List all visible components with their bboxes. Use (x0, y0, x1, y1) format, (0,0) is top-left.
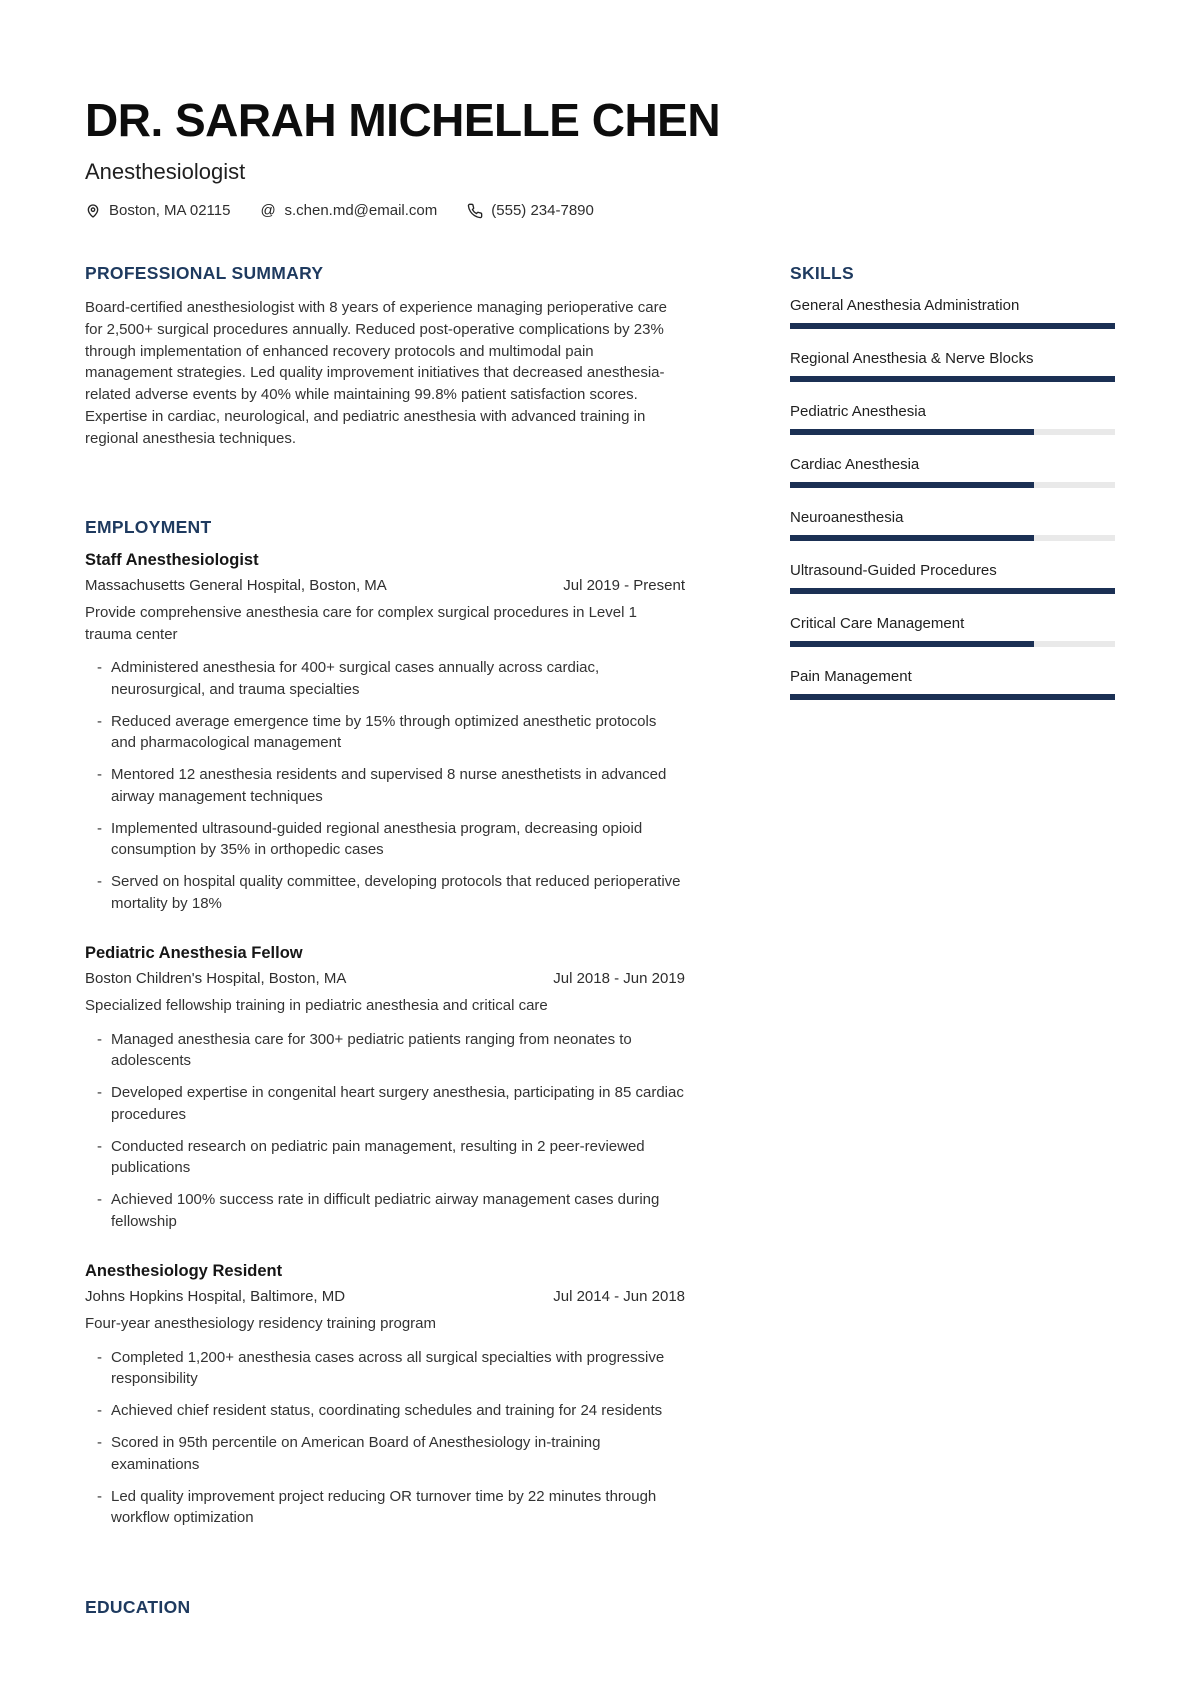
bullet-dash: - (97, 1084, 102, 1102)
job-meta-row (85, 577, 685, 594)
skill-bar-track (790, 482, 1115, 488)
job-company: Massachusetts General Hospital, Boston, MA (85, 577, 387, 595)
job-bullet-list (85, 1029, 685, 1233)
skill-bar-track (790, 376, 1115, 382)
bullet-text: Implemented ultrasound-guided regional anesthesia program, decreasing opioid consumption by 35% in orthopedic cases (111, 819, 643, 859)
bullet-text: Led quality improvement project reducing OR turnover time by 22 minutes through workflow optimization (111, 1487, 657, 1527)
bullet-dash: - (97, 712, 102, 730)
job-company: Boston Children's Hospital, Boston, MA (85, 970, 347, 988)
skill-item (790, 297, 1115, 329)
skill-bar-fill (790, 429, 1034, 435)
skill-bar-track (790, 323, 1115, 329)
skill-label: Pediatric Anesthesia (790, 403, 926, 421)
candidate-title: Anesthesiologist (85, 159, 246, 185)
skill-label: Ultrasound-Guided Procedures (790, 562, 997, 580)
bullet-dash: - (97, 1030, 102, 1048)
bullet-dash: - (97, 1402, 102, 1420)
bullet-dash: - (97, 819, 102, 837)
resume-header (0, 0, 1200, 219)
job-dates: Jul 2018 - Jun 2019 (553, 970, 685, 988)
bullet-text: Managed anesthesia care for 300+ pediatric patients ranging from neonates to adolescents (111, 1030, 632, 1070)
job-bullet (85, 1347, 685, 1390)
at-sign-icon: @ (260, 201, 276, 219)
bullet-dash: - (97, 1191, 102, 1209)
contact-location-text: Boston, MA 02115 (109, 202, 231, 220)
skill-bar-track (790, 588, 1115, 594)
job-dates: Jul 2014 - Jun 2018 (553, 1288, 685, 1306)
skill-label: Critical Care Management (790, 615, 965, 633)
contact-location (85, 202, 230, 219)
job-bullet (85, 818, 685, 861)
bullet-dash: - (97, 766, 102, 784)
bullet-text: Achieved 100% success rate in difficult pediatric airway management cases during fellowship (111, 1191, 660, 1230)
skill-bar-fill (790, 535, 1034, 541)
bullet-dash: - (97, 659, 102, 677)
skill-bar-fill (790, 376, 1115, 382)
job-bullet (85, 1400, 685, 1422)
contact-email-text: s.chen.md@email.com (284, 202, 438, 220)
job-description: Specialized fellowship training in pediatric anesthesia and critical care (85, 997, 548, 1015)
contact-phone (467, 202, 594, 219)
skill-bar-fill (790, 482, 1034, 488)
employment-heading: EMPLOYMENT (85, 517, 212, 538)
bullet-text: Achieved chief resident status, coordinating schedules and training for 24 residents (111, 1402, 663, 1420)
job-meta-row (85, 1288, 685, 1305)
skill-bar-track (790, 429, 1115, 435)
skill-label: Cardiac Anesthesia (790, 456, 920, 474)
phone-icon (467, 203, 483, 219)
section-skills (790, 263, 1115, 700)
skill-bar-fill (790, 641, 1034, 647)
job-bullet (85, 1029, 685, 1072)
job-entry (85, 1262, 685, 1529)
main-column (85, 263, 685, 1630)
bullet-text: Administered anesthesia for 400+ surgical cases annually across cardiac, neurosurgical, and trauma specialties (111, 659, 600, 698)
bullet-text: Completed 1,200+ anesthesia cases across all surgical specialties with progressive responsibility (111, 1348, 665, 1388)
skill-item (790, 509, 1115, 541)
job-title: Staff Anesthesiologist (85, 551, 259, 570)
bullet-text: Mentored 12 anesthesia residents and supervised 8 nurse anesthetists in advanced airway management techniques (111, 766, 667, 805)
skills-list (790, 297, 1115, 700)
skills-heading: SKILLS (790, 263, 855, 284)
job-list (85, 551, 685, 1529)
bullet-dash: - (97, 1487, 102, 1505)
section-education (85, 1597, 685, 1618)
job-meta-row (85, 970, 685, 987)
section-professional-summary (85, 263, 685, 449)
job-bullet-list (85, 657, 685, 914)
bullet-text: Scored in 95th percentile on American Board of Anesthesiology in-training examinations (111, 1434, 601, 1473)
job-entry (85, 551, 685, 914)
skill-bar-fill (790, 588, 1115, 594)
job-company: Johns Hopkins Hospital, Baltimore, MD (85, 1288, 346, 1306)
education-heading: EDUCATION (85, 1596, 191, 1617)
skill-label: Neuroanesthesia (790, 509, 904, 527)
job-bullet (85, 764, 685, 807)
job-bullet (85, 1189, 685, 1232)
bullet-text: Served on hospital quality committee, developing protocols that reduced perioperative mortality by 18% (111, 873, 681, 912)
job-description: Provide comprehensive anesthesia care for complex surgical procedures in Level 1 trauma center (85, 604, 637, 643)
bullet-dash: - (97, 1434, 102, 1452)
bullet-dash: - (97, 1137, 102, 1155)
job-bullet (85, 1082, 685, 1125)
skill-item (790, 615, 1115, 647)
job-bullet (85, 871, 685, 914)
job-bullet (85, 1136, 685, 1179)
sidebar-column (790, 263, 1115, 1630)
skill-item (790, 668, 1115, 700)
bullet-dash: - (97, 873, 102, 891)
skill-bar-track (790, 694, 1115, 700)
job-dates: Jul 2019 - Present (563, 577, 685, 595)
bullet-dash: - (97, 1348, 102, 1366)
job-bullet (85, 1486, 685, 1529)
candidate-name: DR. SARAH MICHELLE CHEN (85, 94, 721, 146)
bullet-text: Conducted research on pediatric pain management, resulting in 2 peer-reviewed publications (111, 1137, 645, 1177)
contact-row (85, 202, 1115, 219)
job-entry (85, 944, 685, 1232)
job-bullet (85, 711, 685, 754)
map-pin-icon (85, 203, 101, 219)
skill-bar-fill (790, 323, 1115, 329)
section-employment (85, 517, 685, 1529)
job-description: Four-year anesthesiology residency training program (85, 1315, 437, 1333)
job-bullet (85, 657, 685, 700)
bullet-text: Developed expertise in congenital heart surgery anesthesia, participating in 85 cardiac procedures (111, 1084, 684, 1123)
contact-email (260, 202, 437, 219)
bullet-text: Reduced average emergence time by 15% through optimized anesthetic protocols and pharmacological management (111, 712, 657, 752)
skill-item (790, 562, 1115, 594)
skill-item (790, 350, 1115, 382)
contact-phone-text: (555) 234-7890 (491, 202, 594, 220)
skill-label: General Anesthesia Administration (790, 297, 1020, 315)
summary-heading: PROFESSIONAL SUMMARY (85, 263, 324, 284)
skill-item (790, 456, 1115, 488)
skill-bar-track (790, 641, 1115, 647)
job-bullet-list (85, 1347, 685, 1529)
skill-bar-track (790, 535, 1115, 541)
resume-body (0, 263, 1200, 1630)
job-title: Anesthesiology Resident (85, 1262, 283, 1281)
job-bullet (85, 1432, 685, 1475)
skill-label: Pain Management (790, 668, 912, 686)
skill-item (790, 403, 1115, 435)
skill-label: Regional Anesthesia & Nerve Blocks (790, 350, 1034, 368)
skill-bar-fill (790, 694, 1115, 700)
summary-text: Board-certified anesthesiologist with 8 years of experience managing perioperative care for 2,500+ surgical procedures annually. Reduced post-operative complications by 23% through implementation of enhanced recovery protocols and multimodal pain management strategies. Led quality improvement initiatives that decreased anesthesia-related adverse events by 40% while maintaining 99.8% patient satisfaction scores. Expertise in cardiac, neurological, and pediatric anesthesia with advanced training in regional anesthesia techniques. (85, 299, 667, 447)
job-title: Pediatric Anesthesia Fellow (85, 944, 303, 963)
